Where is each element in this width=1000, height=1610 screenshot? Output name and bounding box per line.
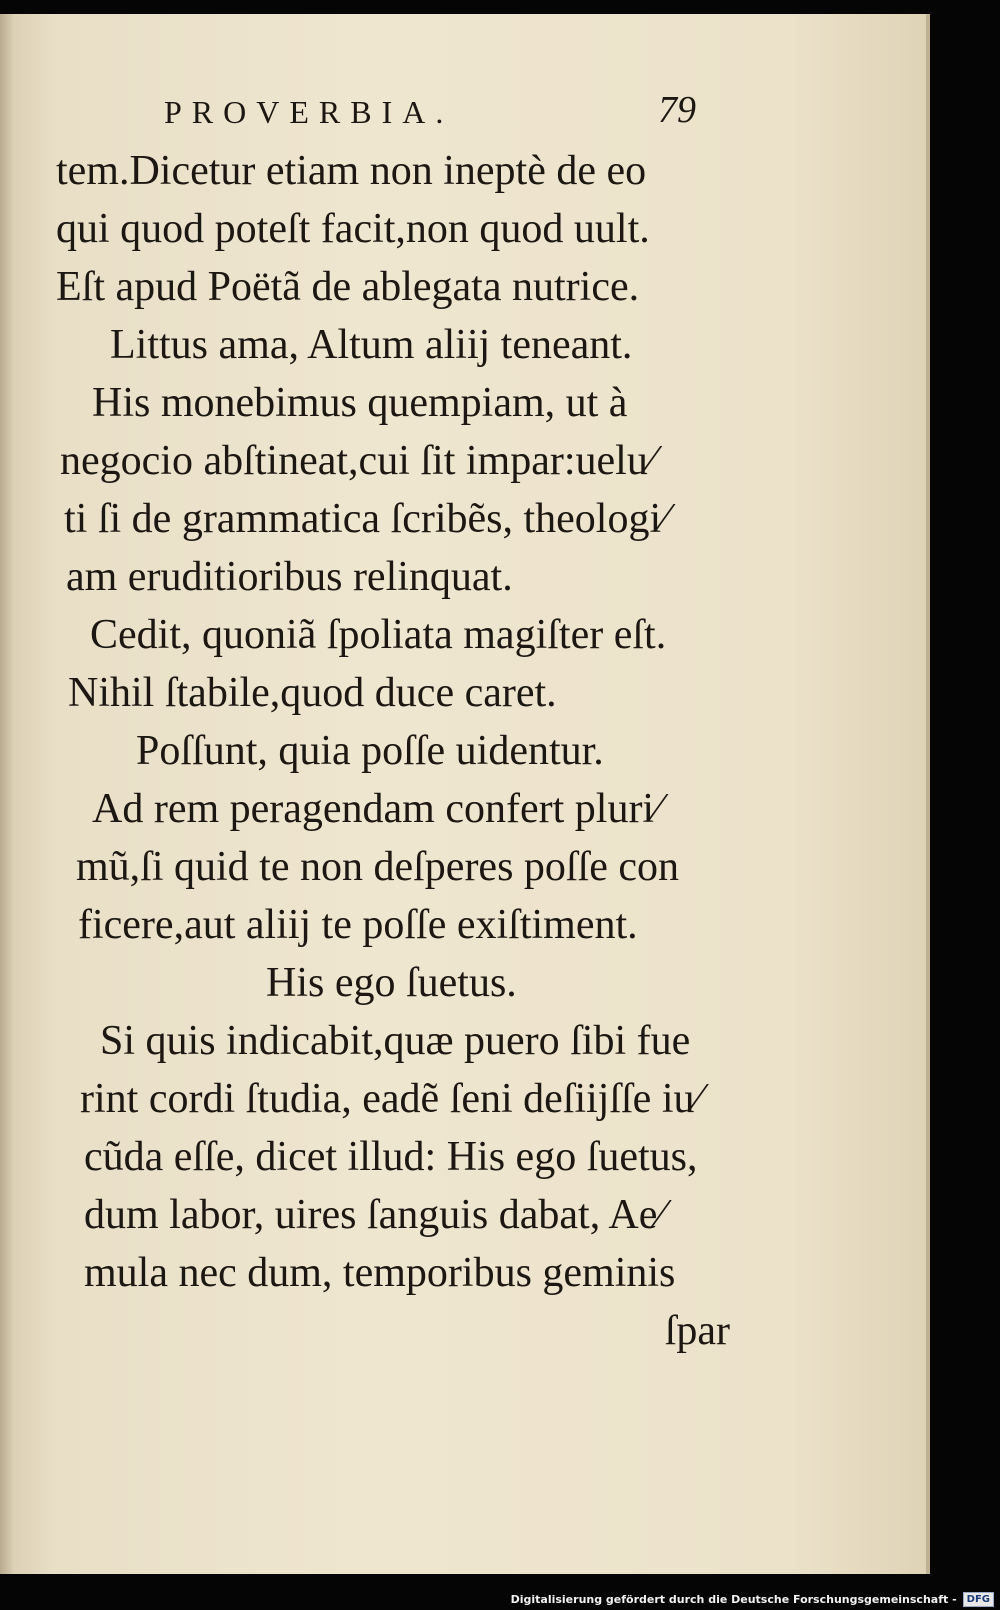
text-line: dum labor, uires ſanguis dabat, Ae⁄ [84, 1192, 665, 1238]
text-line: Si quis indicabit,quæ puero ſibi fue [100, 1018, 691, 1064]
text-line: mula nec dum, temporibus geminis [84, 1250, 676, 1296]
text-line: Ad rem peragendam confert pluri⁄ [92, 786, 662, 832]
text-line: Nihil ſtabile,quod duce caret. [68, 670, 557, 716]
proverb-heading: Littus ama, Altum aliĳ teneant. [110, 322, 633, 368]
page-number: 79 [658, 89, 696, 131]
text-line: ti ſi de grammatica ſcribẽs, theologi⁄ [64, 496, 669, 542]
text-line: negocio abſtineat,cui ſit impar:uelu⁄ [60, 438, 655, 484]
proverb-heading: Poſſunt, quia poſſe uidentur. [136, 728, 604, 774]
text-block [56, 80, 736, 1360]
text-line: ficere,aut aliĳ te poſſe exiſtiment. [78, 902, 638, 948]
book-page [0, 14, 930, 1574]
digitization-credit [0, 1588, 1000, 1610]
dfg-logo-icon: DFG [963, 1592, 994, 1607]
catchword: ſpar [664, 1308, 730, 1354]
text-line: am eruditioribus relinquat. [66, 554, 513, 600]
credit-text: Digitalisierung gefördert durch die Deutsche Forschungsgemeinschaft - [510, 1592, 957, 1606]
text-line: Eſt apud Poëtã de ablegata nutrice. [56, 264, 640, 310]
text-line: qui quod poteſt facit,non quod uult. [56, 206, 650, 252]
text-line: rint cordi ſtudia, eadẽ ſeni deſiĳſſe iu⁄ [80, 1076, 702, 1122]
gutter-shadow [0, 14, 14, 1574]
text-line: cũda eſſe, dicet illud: His ego ſuetus, [84, 1134, 698, 1180]
text-line: mũ,ſi quid te non deſperes poſſe con [76, 844, 680, 890]
page-header [56, 80, 736, 142]
text-line: His monebimus quempiam, ut à [92, 380, 628, 426]
proverb-heading: Cedit, quoniã ſpoliata magiſter eſt. [90, 612, 667, 658]
text-line: tem.Dicetur etiam non ineptè de eo [56, 148, 647, 194]
proverb-heading: His ego ſuetus. [266, 960, 517, 1006]
running-head: PROVERBIA. [164, 94, 454, 130]
